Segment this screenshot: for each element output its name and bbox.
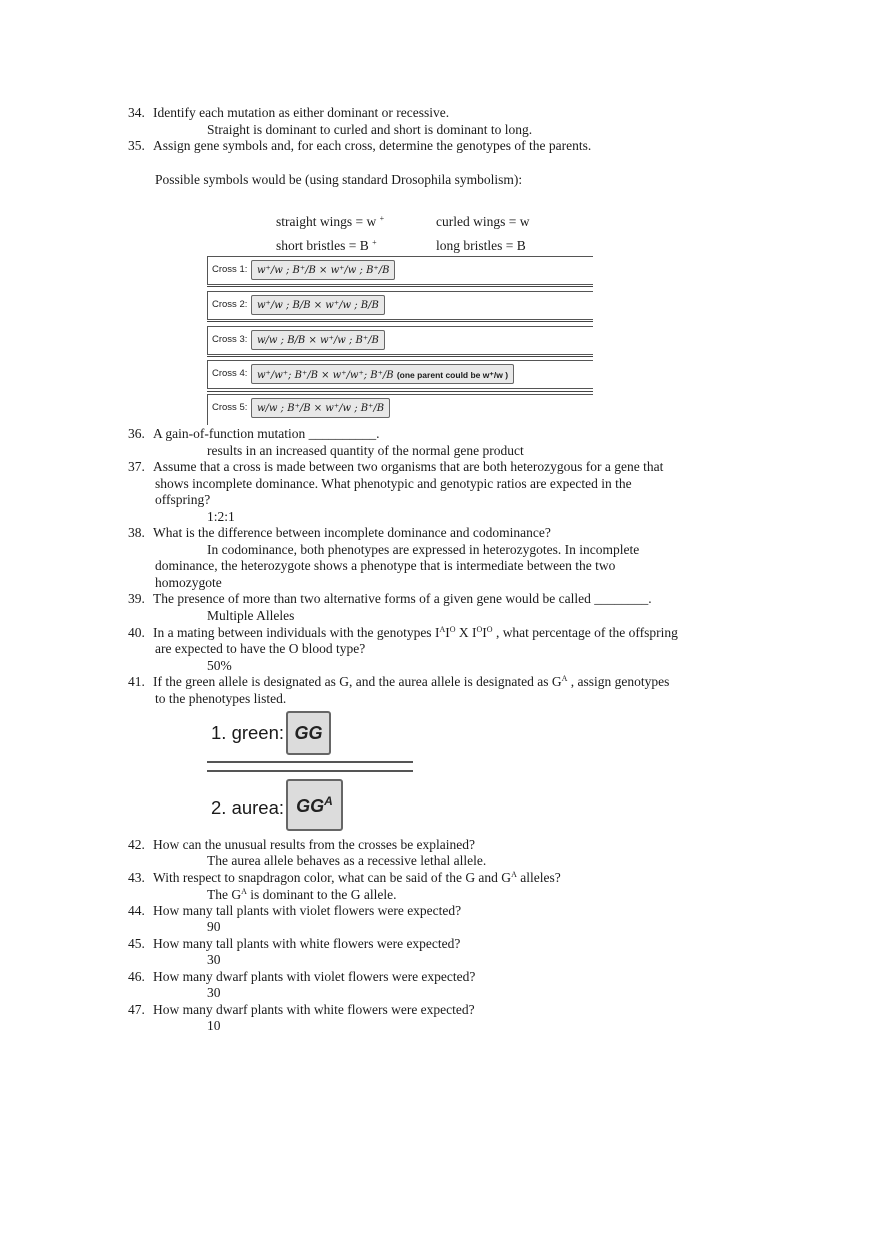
- question-46: 46. How many dwarf plants with violet flowers were expected?: [128, 969, 476, 984]
- question-38-text: What is the difference between incomplete dominance and codominance?: [153, 525, 551, 540]
- question-42-text: How can the unusual results from the crosses be explained?: [153, 837, 476, 852]
- cross-row-2: [207, 291, 593, 320]
- answer-44: 90: [207, 919, 221, 934]
- symbol-long: long bristles = B: [436, 238, 526, 253]
- divider: [207, 391, 593, 392]
- cross-note: (one parent could be w⁺/w ): [396, 370, 509, 380]
- cross-row-1: [207, 256, 593, 285]
- answer-45: 30: [207, 952, 221, 967]
- question-43: 43. With respect to snapdragon color, what can be said of the G and $G^A$ alleles?: [128, 870, 561, 885]
- cross-row-3: [207, 326, 593, 355]
- question-39-text: The presence of more than two alternative forms of a given gene would be called ________.: [153, 591, 652, 606]
- question-47-text: How many dwarf plants with white flowers were expected?: [153, 1002, 475, 1017]
- question-37-line2: shows incomplete dominance. What phenotypic and genotypic ratios are expected in the: [155, 476, 632, 491]
- green-genotype-box: GG: [286, 711, 331, 755]
- cross-answer-box: w/w ; B/B × w⁺/w ; B⁺/B: [251, 330, 385, 350]
- answer-39: Multiple Alleles: [207, 608, 295, 623]
- aurea-genotype-box: $GG^A$: [286, 779, 343, 831]
- question-42: 42. How can the unusual results from the crosses be explained?: [128, 837, 476, 852]
- question-45-text: How many tall plants with white flowers were expected?: [153, 936, 461, 951]
- question-34-text: Identify each mutation as either dominant or recessive.: [153, 105, 450, 120]
- question-35: 35. Assign gene symbols and, for each cross, determine the genotypes of the parents.: [128, 138, 592, 153]
- answer-40: 50%: [207, 658, 232, 673]
- question-36-text: A gain-of-function mutation __________.: [153, 426, 380, 441]
- cross-answer-box: w⁺/w ; B⁺/B × w⁺/w ; B⁺/B: [251, 260, 395, 280]
- question-37-text: Assume that a cross is made between two organisms that are both heterozygous for a gene that: [153, 459, 664, 474]
- question-41: 41. If the green allele is designated as G, and the aurea allele is designated as $G^A$ , assign genotypes: [128, 674, 670, 689]
- question-45: 45. How many tall plants with white flowers were expected?: [128, 936, 461, 951]
- answer-43: The $G^A$ is dominant to the G allele.: [207, 887, 397, 902]
- answer-46: 30: [207, 985, 221, 1000]
- symbols-intro: Possible symbols would be (using standard Drosophila symbolism):: [155, 172, 523, 187]
- answer-36: results in an increased quantity of the normal gene product: [207, 443, 524, 458]
- question-38: 38. What is the difference between incomplete dominance and codominance?: [128, 525, 551, 540]
- symbol-short: short bristles = B +: [276, 238, 377, 253]
- answer-37: 1:2:1: [207, 509, 235, 524]
- aurea-label: 2. aurea:: [211, 797, 285, 818]
- cross-label: Cross 4:: [212, 368, 248, 379]
- cross-label: Cross 1:: [212, 264, 248, 275]
- divider: [207, 770, 413, 772]
- answer-38-line3: homozygote: [155, 575, 222, 590]
- question-46-text: How many dwarf plants with violet flowers were expected?: [153, 969, 476, 984]
- question-36: 36. A gain-of-function mutation __________.: [128, 426, 380, 441]
- question-40-line2: are expected to have the O blood type?: [155, 641, 366, 656]
- cross-row-5: [207, 394, 593, 425]
- question-35-text: Assign gene symbols and, for each cross, determine the genotypes of the parents.: [153, 138, 592, 153]
- cross-answer-box: w⁺/w⁺; B⁺/B × w⁺/w⁺; B⁺/B (one parent could be w⁺/w ): [251, 364, 514, 384]
- question-40: 40. In a mating between individuals with the genotypes $I^AI^O$ X $I^OI^O$ , what percentage of the offspring: [128, 625, 678, 640]
- cross-label: Cross 5:: [212, 402, 248, 413]
- divider: [207, 761, 413, 763]
- cross-answer-box: w⁺/w ; B/B × w⁺/w ; B/B: [251, 295, 385, 315]
- answer-34: Straight is dominant to curled and short is dominant to long.: [207, 122, 533, 137]
- symbol-curled: curled wings = w: [436, 214, 530, 229]
- answer-42: The aurea allele behaves as a recessive lethal allele.: [207, 853, 487, 868]
- divider: [207, 321, 593, 322]
- divider: [207, 286, 593, 287]
- answer-47: 10: [207, 1018, 221, 1033]
- question-34: 34. Identify each mutation as either dominant or recessive.: [128, 105, 450, 120]
- question-47: 47. How many dwarf plants with white flowers were expected?: [128, 1002, 475, 1017]
- cross-answer-box: w/w ; B⁺/B × w⁺/w ; B⁺/B: [251, 398, 390, 418]
- question-41-line2: to the phenotypes listed.: [155, 691, 287, 706]
- divider: [207, 356, 593, 357]
- cross-label: Cross 2:: [212, 299, 248, 310]
- question-37-line3: offspring?: [155, 492, 211, 507]
- question-44: 44. How many tall plants with violet flowers were expected?: [128, 903, 462, 918]
- green-label: 1. green:: [211, 722, 285, 743]
- question-37: 37. Assume that a cross is made between two organisms that are both heterozygous for a gene that: [128, 459, 664, 474]
- cross-row-4: [207, 360, 593, 389]
- question-44-text: How many tall plants with violet flowers were expected?: [153, 903, 462, 918]
- question-39: 39. The presence of more than two alternative forms of a given gene would be called ________.: [128, 591, 652, 606]
- answer-38-line2: dominance, the heterozygote shows a phenotype that is intermediate between the two: [155, 558, 616, 573]
- cross-label: Cross 3:: [212, 334, 248, 345]
- answer-38: In codominance, both phenotypes are expressed in heterozygotes. In incomplete: [207, 542, 640, 557]
- symbol-straight: straight wings = w +: [276, 214, 385, 229]
